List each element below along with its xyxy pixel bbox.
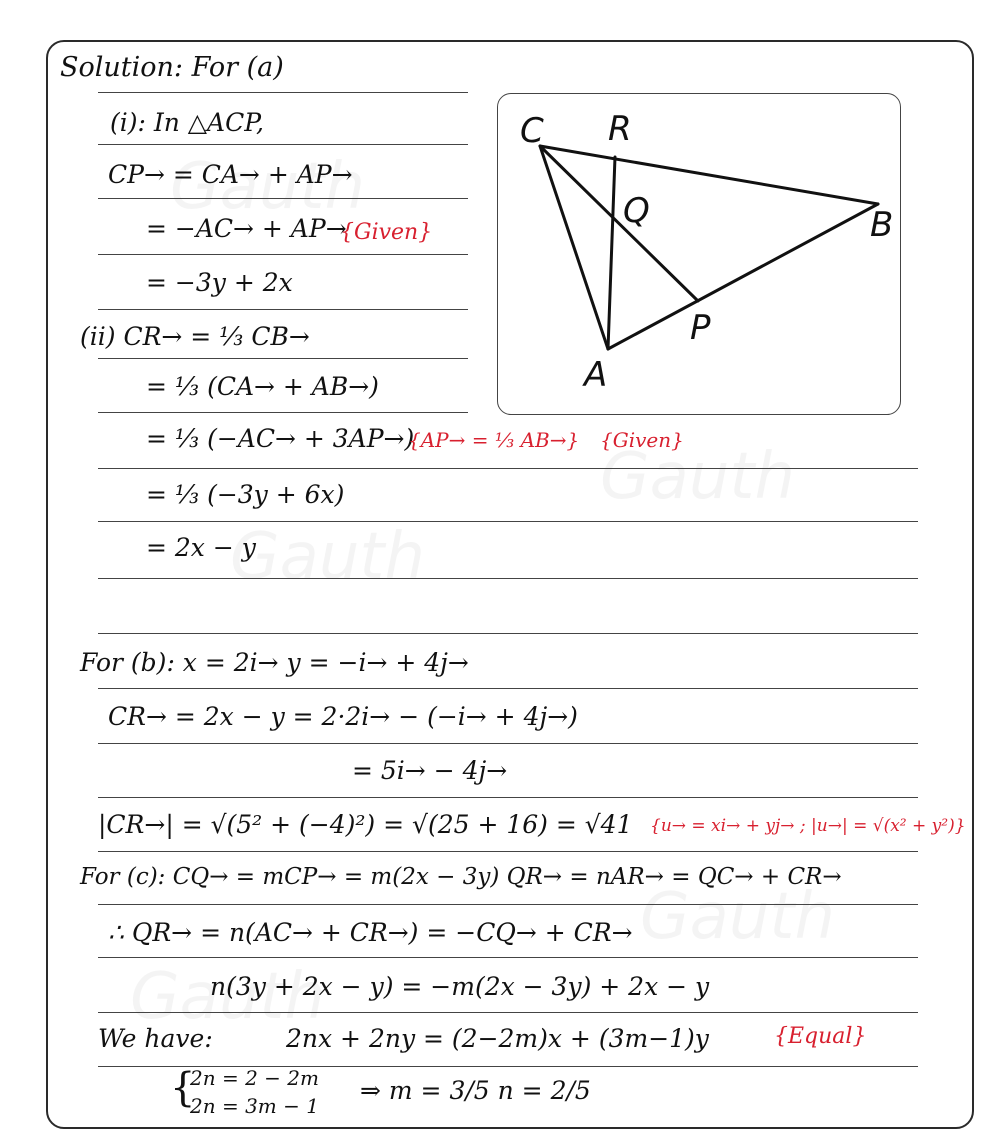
- part-a-i-line3: = −3y + 2x: [146, 268, 293, 297]
- part-c-line3: n(3y + 2x − y) = −m(2x − 3y) + 2x − y: [210, 972, 710, 1001]
- edge-CA: [540, 146, 608, 349]
- part-a-i-note: {Given}: [340, 220, 433, 245]
- ruled-line: [98, 412, 468, 413]
- part-a-ii-note1: {AP→ = ⅓ AB→}: [408, 428, 580, 452]
- ruled-line: [98, 851, 918, 852]
- part-b-note: {u→ = xi→ + yj→ ; |u→| = √(x² + y²)}: [650, 816, 966, 836]
- part-c-note: {Equal}: [774, 1024, 867, 1049]
- triangle-figure: [498, 94, 900, 414]
- ruled-line: [98, 254, 468, 255]
- ruled-line: [98, 309, 468, 310]
- part-b-given: For (b): x = 2i→ y = −i→ + 4j→: [80, 648, 469, 677]
- part-b-line2: = 5i→ − 4j→: [352, 756, 508, 785]
- part-a-i-line2: = −AC→ + AP→: [146, 214, 347, 243]
- ruled-line: [98, 797, 918, 798]
- vertex-label-C: C: [520, 111, 544, 151]
- ruled-line: [98, 468, 918, 469]
- ruled-line: [98, 743, 918, 744]
- part-a-i-line1: CP→ = CA→ + AP→: [108, 160, 353, 189]
- ruled-line: [98, 957, 918, 958]
- part-c-line2: ∴ QR→ = n(AC→ + CR→) = −CQ→ + CR→: [108, 918, 633, 947]
- ruled-line: [98, 688, 918, 689]
- ruled-line: [98, 358, 468, 359]
- part-c-line4: 2nx + 2ny = (2−2m)x + (3m−1)y: [286, 1024, 709, 1053]
- vertex-label-R: R: [608, 109, 632, 149]
- point-label-Q: Q: [623, 191, 650, 231]
- part-c-line1: For (c): CQ→ = mCP→ = m(2x − 3y) QR→ = nAR→ = QC→ + CR→: [80, 864, 842, 890]
- part-c-we-have: We have:: [98, 1024, 213, 1053]
- ruled-line: [98, 144, 468, 145]
- part-a-ii-line5: = 2x − y: [146, 533, 256, 562]
- part-a-i-intro: (i): In △ACP,: [110, 108, 264, 137]
- ruled-line: [98, 1012, 918, 1013]
- part-a-ii-line4: = ⅓ (−3y + 6x): [146, 480, 345, 509]
- part-b-line3: |CR→| = √(5² + (−4)²) = √(25 + 16) = √41: [98, 810, 633, 839]
- system-eq1: 2n = 2 − 2m: [190, 1066, 319, 1090]
- vertex-label-B: B: [870, 205, 894, 245]
- part-c-result: ⇒ m = 3/5 n = 2/5: [360, 1076, 591, 1105]
- point-label-P: P: [690, 308, 711, 348]
- segment-AR: [608, 157, 615, 349]
- ruled-line: [98, 198, 468, 199]
- ruled-line: [98, 633, 918, 634]
- part-a-ii-note2: {Given}: [600, 428, 684, 452]
- system-brace: {: [170, 1065, 196, 1111]
- solution-heading: Solution: For (a): [60, 52, 284, 83]
- ruled-line: [98, 904, 918, 905]
- ruled-line: [98, 578, 918, 579]
- part-a-ii-line3: = ⅓ (−AC→ + 3AP→): [146, 424, 415, 453]
- part-a-ii-line2: = ⅓ (CA→ + AB→): [146, 372, 379, 401]
- vertex-label-A: A: [584, 355, 608, 395]
- system-eq2: 2n = 3m − 1: [190, 1094, 319, 1118]
- triangle-diagram: [497, 93, 901, 415]
- part-b-line1: CR→ = 2x − y = 2·2i→ − (−i→ + 4j→): [108, 702, 578, 731]
- ruled-line: [98, 92, 468, 93]
- ruled-line: [98, 521, 918, 522]
- part-a-ii-line1: (ii) CR→ = ⅓ CB→: [80, 322, 310, 351]
